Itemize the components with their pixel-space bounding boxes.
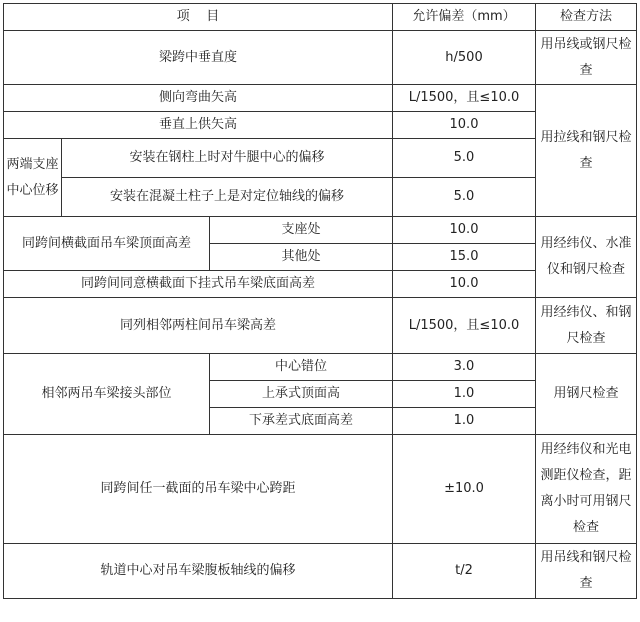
row8-method: 用钢尺检查 — [536, 354, 637, 435]
row5-group: 同跨间横截面吊车梁顶面高差 — [4, 217, 210, 271]
row8-value2: 1.0 — [393, 381, 536, 408]
header-item: 项 目 — [4, 4, 393, 31]
row1-method: 用吊线或钢尺检查 — [536, 31, 637, 85]
row8-value3: 1.0 — [393, 408, 536, 435]
row5-sub2: 其他处 — [210, 244, 393, 271]
row5-value1: 10.0 — [393, 217, 536, 244]
row7-value: L/1500，且≤10.0 — [393, 298, 536, 354]
row10-item: 轨道中心对吊车梁腹板轴线的偏移 — [4, 544, 393, 599]
row4-value2: 5.0 — [393, 178, 536, 217]
header-row — [4, 4, 637, 31]
row8-sub2: 上承式顶面高 — [210, 381, 393, 408]
row7-item: 同列相邻两柱间吊车梁高差 — [4, 298, 393, 354]
row2-item: 侧向弯曲矢高 — [4, 85, 393, 112]
row6-item: 同跨间同意横截面下挂式吊车梁底面高差 — [4, 271, 393, 298]
row5-6-method: 用经纬仪、水准仪和钢尺检查 — [536, 217, 637, 298]
row5-sub1: 支座处 — [210, 217, 393, 244]
header-method: 检查方法 — [536, 4, 637, 31]
row9-method: 用经纬仪和光电测距仪检查，距离小时可用钢尺检查 — [536, 435, 637, 544]
table-row — [4, 31, 637, 85]
table-row — [4, 544, 637, 599]
row1-item: 梁跨中垂直度 — [4, 31, 393, 85]
row10-value: t/2 — [393, 544, 536, 599]
row4-sub1: 安装在钢柱上时对牛腿中心的偏移 — [62, 139, 393, 178]
row2-5-method: 用拉线和钢尺检查 — [536, 85, 637, 217]
row3-item: 垂直上供矢高 — [4, 112, 393, 139]
table-row — [4, 85, 637, 112]
row4-sub2: 安装在混凝土柱子上是对定位轴线的偏移 — [62, 178, 393, 217]
row10-method: 用吊线和钢尺检查 — [536, 544, 637, 599]
row4-value1: 5.0 — [393, 139, 536, 178]
row8-value1: 3.0 — [393, 354, 536, 381]
row4-group: 两端支座中心位移 — [4, 139, 62, 217]
row8-sub1: 中心错位 — [210, 354, 393, 381]
row3-value: 10.0 — [393, 112, 536, 139]
row6-value: 10.0 — [393, 271, 536, 298]
table-row — [4, 298, 637, 354]
table-row — [4, 217, 637, 244]
row9-value: ±10.0 — [393, 435, 536, 544]
table-row — [4, 354, 637, 381]
table-row — [4, 435, 637, 544]
row9-item: 同跨间任一截面的吊车梁中心跨距 — [4, 435, 393, 544]
row1-value: h/500 — [393, 31, 536, 85]
row5-value2: 15.0 — [393, 244, 536, 271]
row8-group: 相邻两吊车梁接头部位 — [4, 354, 210, 435]
row2-value: L/1500，且≤10.0 — [393, 85, 536, 112]
row7-method: 用经纬仪、和钢尺检查 — [536, 298, 637, 354]
row8-sub3: 下承差式底面高差 — [210, 408, 393, 435]
inspection-table — [3, 3, 637, 599]
header-tolerance: 允许偏差（mm） — [393, 4, 536, 31]
